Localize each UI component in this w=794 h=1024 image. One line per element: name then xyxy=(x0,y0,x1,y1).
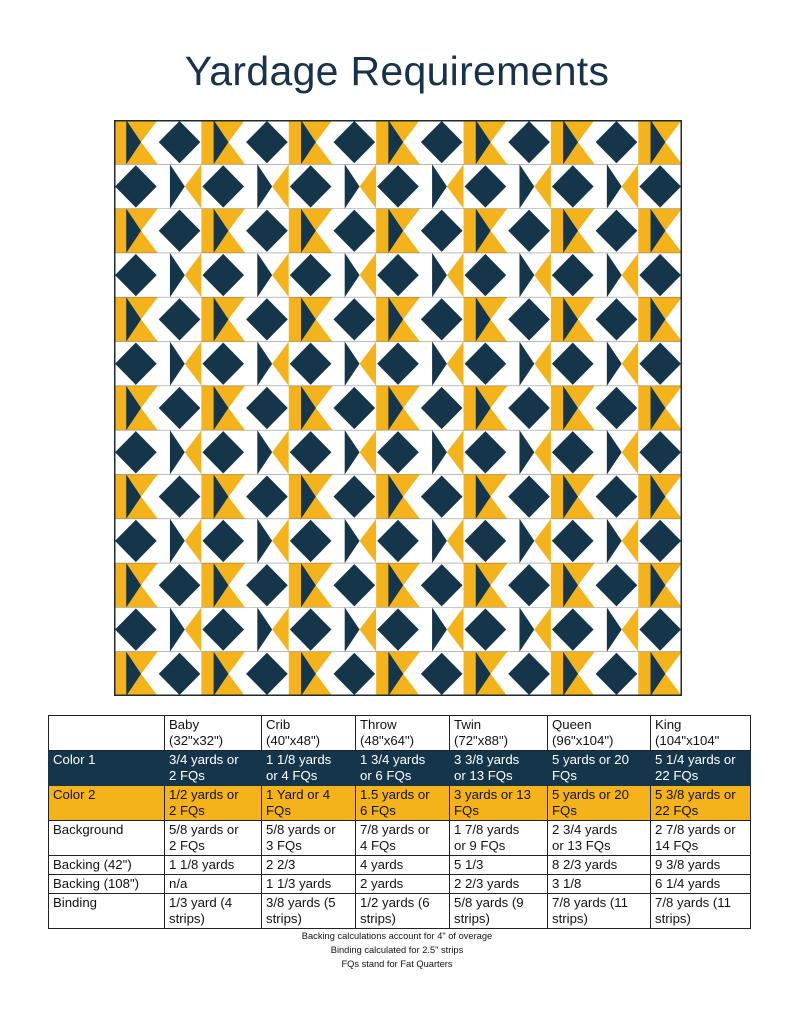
table-cell: 1 7/8 yards or 9 FQs xyxy=(450,821,548,856)
table-cell: 3/4 yards or 2 FQs xyxy=(165,751,262,786)
row-label: Binding xyxy=(49,894,165,929)
table-cell: 3 1/8 xyxy=(548,875,651,894)
table-row-color-1 xyxy=(49,751,751,786)
header-corner-cell xyxy=(49,716,165,751)
footnotes xyxy=(0,929,794,971)
table-cell: 6 1/4 yards xyxy=(651,875,751,894)
table-cell: 1.5 yards or 6 FQs xyxy=(356,786,450,821)
table-cell: 1 1/8 yards or 4 FQs xyxy=(262,751,356,786)
table-header-row xyxy=(49,716,751,751)
table-cell: 5 yards or 20 FQs xyxy=(548,751,651,786)
table-cell: 5 3/8 yards or 22 FQs xyxy=(651,786,751,821)
table-cell: 8 2/3 yards xyxy=(548,856,651,875)
table-cell: 3/8 yards (5 strips) xyxy=(262,894,356,929)
table-cell: 2 3/4 yards or 13 FQs xyxy=(548,821,651,856)
page-title: Yardage Requirements xyxy=(184,48,610,94)
table-cell: 1 3/4 yards or 6 FQs xyxy=(356,751,450,786)
table-cell: 3 yards or 13 FQs xyxy=(450,786,548,821)
header-cell-baby: Baby (32"x32") xyxy=(165,716,262,751)
table-row-binding xyxy=(49,894,751,929)
table-row-color-2 xyxy=(49,786,751,821)
table-cell: 5/8 yards or 3 FQs xyxy=(262,821,356,856)
table-cell: 5 1/3 xyxy=(450,856,548,875)
table-cell: 1 1/8 yards xyxy=(165,856,262,875)
table-cell: 7/8 yards (11 strips) xyxy=(548,894,651,929)
quilt-pattern-illustration xyxy=(114,120,682,696)
table-cell: 1 1/3 yards xyxy=(262,875,356,894)
table-cell: 1/3 yard (4 strips) xyxy=(165,894,262,929)
table-cell: 1/2 yards or 2 FQs xyxy=(165,786,262,821)
row-label: Backing (108") xyxy=(49,875,165,894)
header-cell-queen: Queen (96"x104") xyxy=(548,716,651,751)
table-row-background xyxy=(49,821,751,856)
table-cell: 1 Yard or 4 FQs xyxy=(262,786,356,821)
header-cell-twin: Twin (72"x88") xyxy=(450,716,548,751)
yardage-table xyxy=(48,715,751,929)
row-label: Backing (42") xyxy=(49,856,165,875)
footnote-backing: Backing calculations account for 4" of overage xyxy=(301,931,493,941)
header-cell-throw: Throw (48"x64") xyxy=(356,716,450,751)
header-cell-crib: Crib (40"x48") xyxy=(262,716,356,751)
table-cell: 4 yards xyxy=(356,856,450,875)
table-cell: 1/2 yards (6 strips) xyxy=(356,894,450,929)
header-cell-king: King (104"x104" xyxy=(651,716,751,751)
table-cell: 2 yards xyxy=(356,875,450,894)
table-cell: 7/8 yards or 4 FQs xyxy=(356,821,450,856)
table-cell: 5 yards or 20 FQs xyxy=(548,786,651,821)
footnote-binding: Binding calculated for 2.5" strips xyxy=(330,945,464,955)
table-cell: 2 7/8 yards or 14 FQs xyxy=(651,821,751,856)
footnote-fq: FQs stand for Fat Quarters xyxy=(341,959,453,969)
table-cell: 3 3/8 yards or 13 FQs xyxy=(450,751,548,786)
table-cell: 2 2/3 yards xyxy=(450,875,548,894)
table-cell: n/a xyxy=(165,875,262,894)
row-label: Color 2 xyxy=(49,786,165,821)
table-cell: 2 2/3 xyxy=(262,856,356,875)
table-cell: 5 1/4 yards or 22 FQs xyxy=(651,751,751,786)
row-label: Background xyxy=(49,821,165,856)
table-row-backing-42 xyxy=(49,856,751,875)
table-cell: 7/8 yards (11 strips) xyxy=(651,894,751,929)
table-cell: 9 3/8 yards xyxy=(651,856,751,875)
row-label: Color 1 xyxy=(49,751,165,786)
table-row-backing-108 xyxy=(49,875,751,894)
table-cell: 5/8 yards (9 strips) xyxy=(450,894,548,929)
table-cell: 5/8 yards or 2 FQs xyxy=(165,821,262,856)
